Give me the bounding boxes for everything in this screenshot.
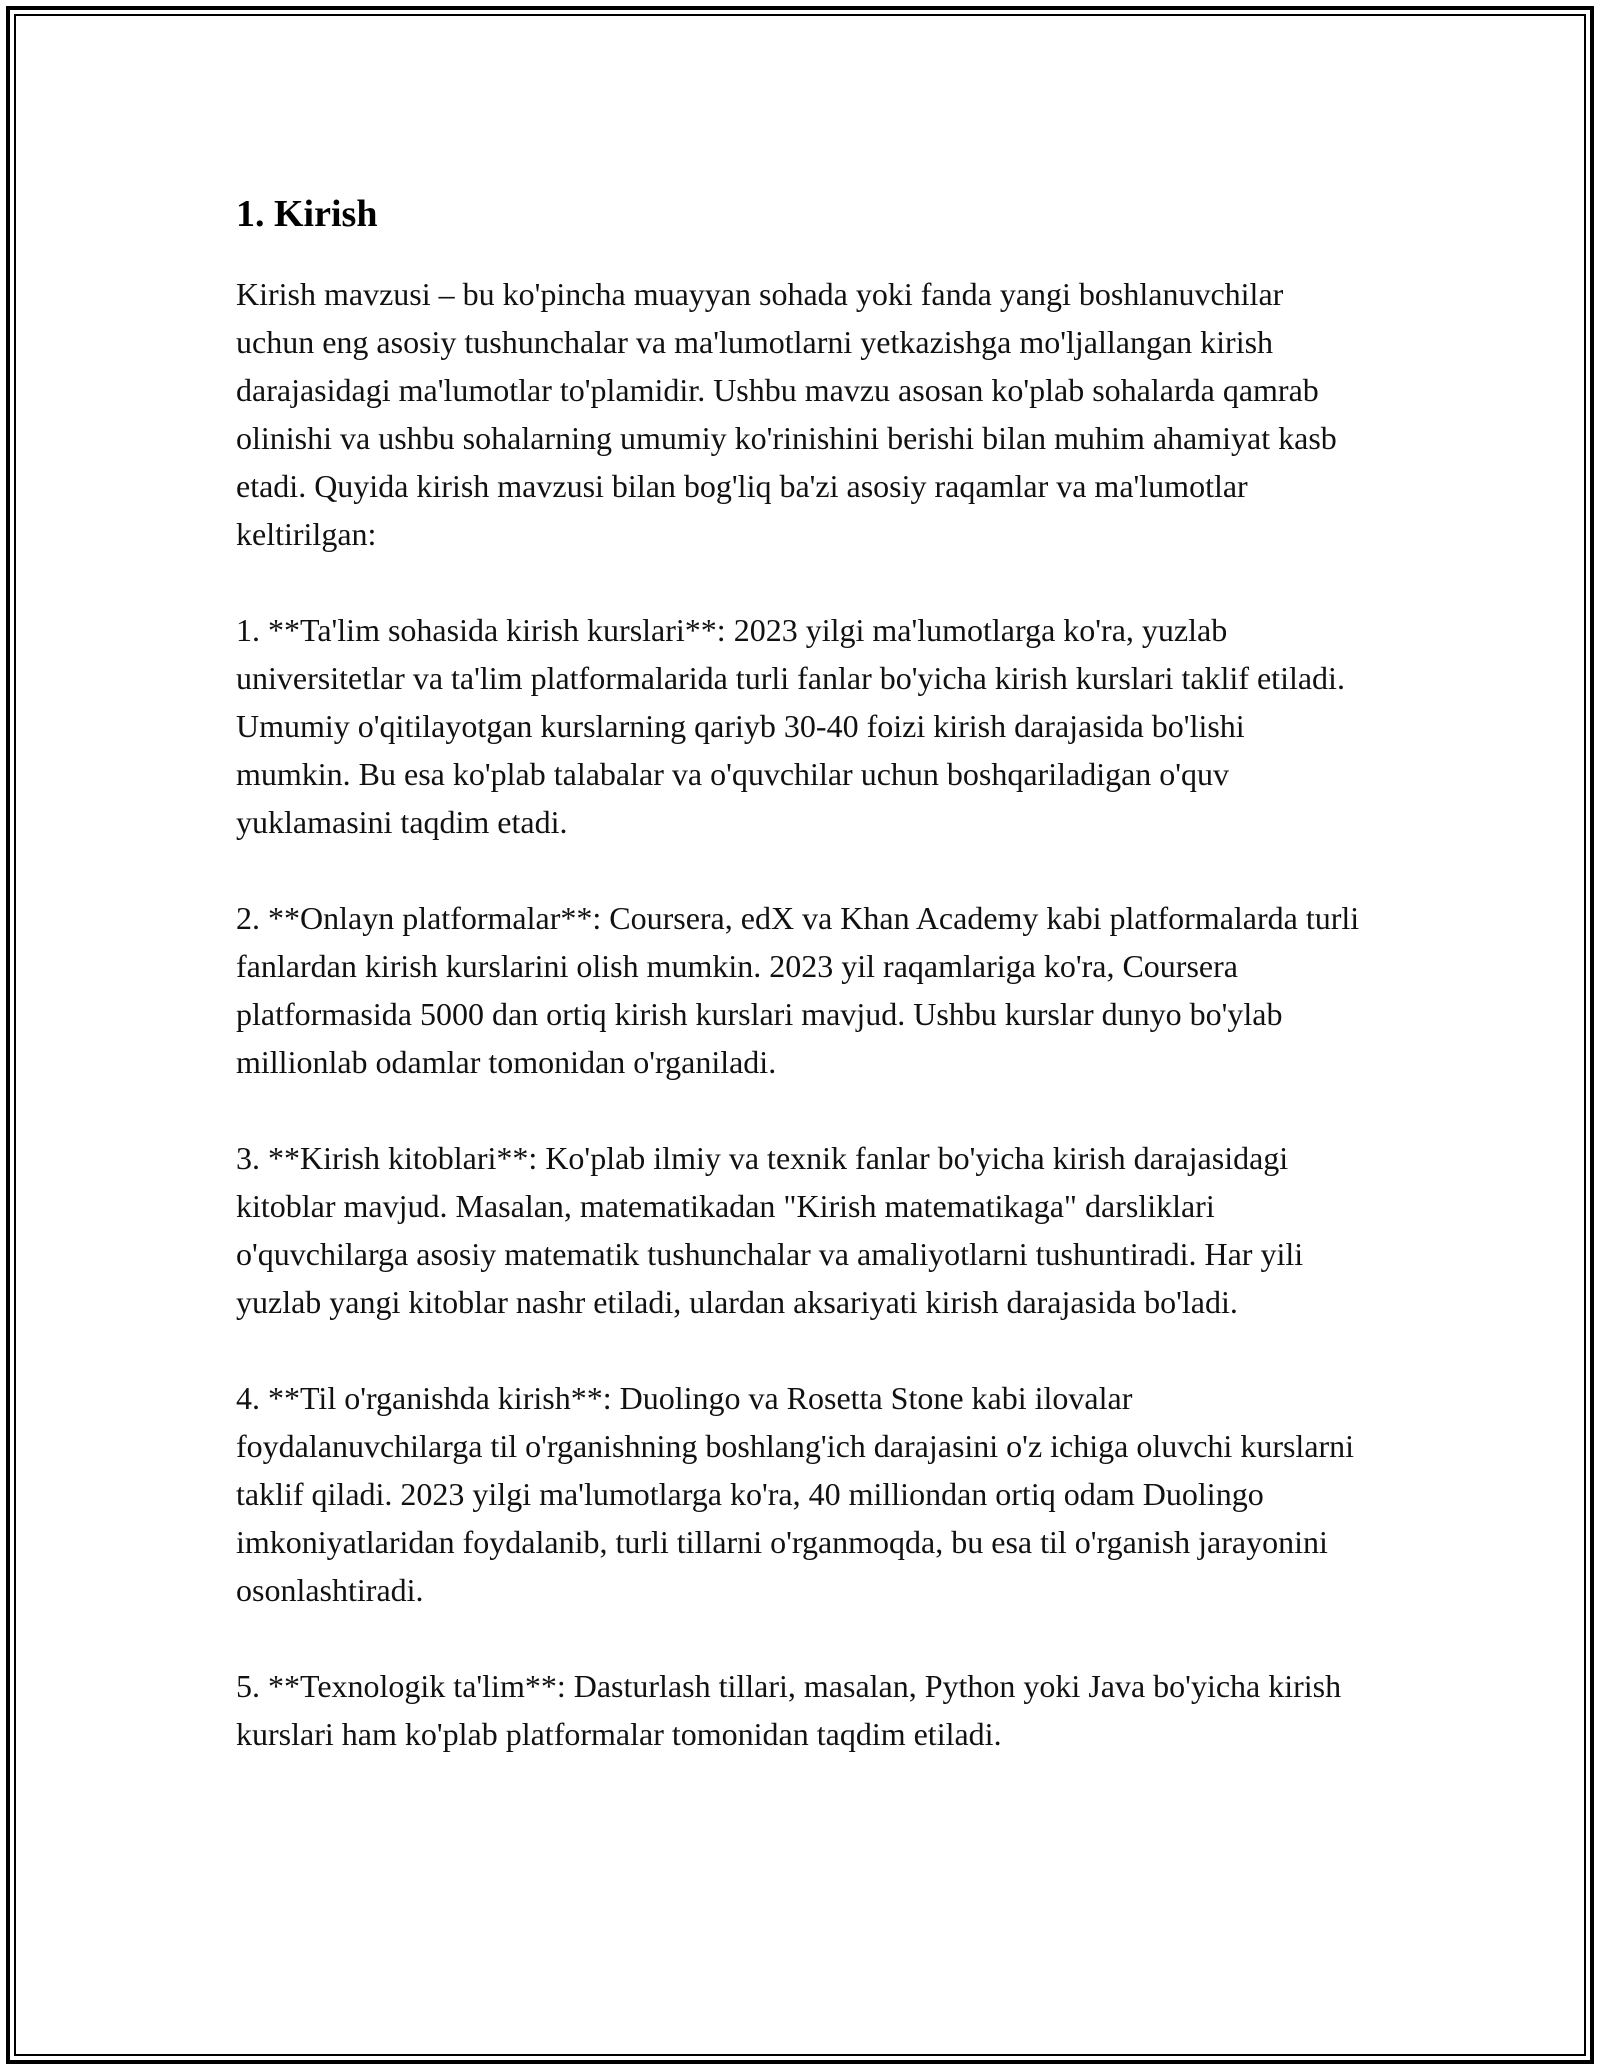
- section-heading: 1. Kirish: [236, 193, 378, 235]
- document-body: [236, 190, 1366, 1806]
- list-item-5-paragraph: 5. **Texnologik ta'lim**: Dasturlash tillari, masalan, Python yoki Java bo'yicha kirish kurslari ham ko'plab platformalar tomonidan taqdim etiladi.: [236, 1668, 1342, 1752]
- list-item-4-paragraph: 4. **Til o'rganishda kirish**: Duolingo va Rosetta Stone kabi ilovalar foydalanuvchilarga til o'rganishning boshlang'ich darajasini o'z ichiga oluvchi kurslarni taklif qiladi. 2023 yilgi ma'lumotlarga ko'ra, 40 milliondan ortiq odam Duolingo imkoniyatlaridan foydalanib, turli tillarni o'rganmoqda, bu esa til o'rganish jarayonini osonlashtiradi.: [236, 1380, 1355, 1608]
- intro-paragraph: Kirish mavzusi – bu ko'pincha muayyan sohada yoki fanda yangi boshlanuvchilar uchun eng asosiy tushunchalar va ma'lumotlarni yetkazishga mo'ljallangan kirish darajasidagi ma'lumotlar to'plamidir. Ushbu mavzu asosan ko'plab sohalarda qamrab olinishi va ushbu sohalarning umumiy ko'rinishini berishi bilan muhim ahamiyat kasb etadi. Quyida kirish mavzusi bilan bog'liq ba'zi asosiy raqamlar va ma'lumotlar keltirilgan:: [236, 276, 1337, 552]
- list-item-1-paragraph: 1. **Ta'lim sohasida kirish kurslari**: 2023 yilgi ma'lumotlarga ko'ra, yuzlab universitetlar va ta'lim platformalarida turli fanlar bo'yicha kirish kurslari taklif etiladi. Umumiy o'qitilayotgan kurslarning qariyb 30-40 foizi kirish darajasida bo'lishi mumkin. Bu esa ko'plab talabalar va o'quvchilar uchun boshqariladigan o'quv yuklamasini taqdim etadi.: [236, 612, 1345, 840]
- list-item-2-paragraph: 2. **Onlayn platformalar**: Coursera, edX va Khan Academy kabi platformalarda turli fanlardan kirish kurslarini olish mumkin. 2023 yil raqamlariga ko'ra, Coursera platformasida 5000 dan ortiq kirish kurslari mavjud. Ushbu kurslar dunyo bo'ylab millionlab odamlar tomonidan o'rganiladi.: [236, 900, 1360, 1080]
- list-item-3-paragraph: 3. **Kirish kitoblari**: Ko'plab ilmiy va texnik fanlar bo'yicha kirish darajasidagi kitoblar mavjud. Masalan, matematikadan "Kirish matematikaga" darsliklari o'quvchilarga asosiy matematik tushunchalar va amaliyotlarni tushuntiradi. Har yili yuzlab yangi kitoblar nashr etiladi, ulardan aksariyati kirish darajasida bo'ladi.: [236, 1140, 1304, 1320]
